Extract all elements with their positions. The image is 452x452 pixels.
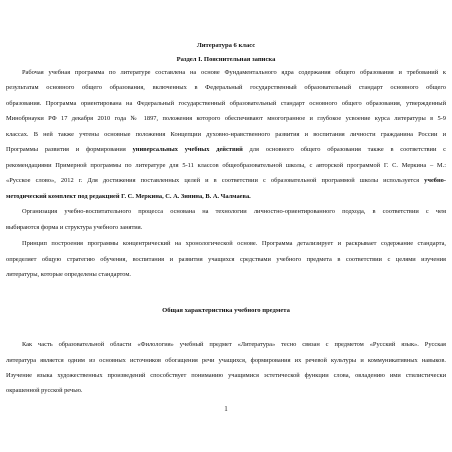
paragraph-line: классах. В ней также учтены основные положения Концепции духовно-нравственного развития и воспитания личности гражданина России и xyxy=(6,131,446,138)
section-heading-subject-overview: Общая характеристика учебного предмета xyxy=(162,307,290,314)
text-run: для основного общего образования также в соответствии с xyxy=(242,146,446,153)
paragraph-line: Рабочая учебная программа по литературе составлена на основе Фундаментального ядра содержания общего образования и требований к xyxy=(22,69,446,76)
paragraph-line: образования. Программа ориентирована на Федеральный государственный образовательный стандарт основного общего образования, утвержденный xyxy=(6,100,446,107)
paragraph-line: рекомендациями Примерной программы по литературе для 5-11 классов общеобразовательной школы, с авторской программой Г. С. Меркина – М.: xyxy=(6,162,446,169)
paragraph-line xyxy=(6,146,446,154)
paragraph-line: Принцип построения программы концентрический на хронологической основе. Программа детализирует и раскрывает содержание стандарта, xyxy=(22,240,446,247)
paragraph-line: Организация учебно-воспитательного процесса основана на технологии личностно-ориентированного подхода, в соответствии с чем xyxy=(22,208,446,215)
paragraph-line: выбираются форма и структура учебного занятия. xyxy=(6,224,143,231)
paragraph-line: Изучение языка художественных произведений способствует пониманию учащимися эстетической функции слова, овладению ими стилистически xyxy=(6,372,446,379)
bold-term: универсальных учебных действий xyxy=(132,146,243,153)
paragraph-line: Минобрнауки РФ 17 декабря 2010 года № 1897, положения которого обеспечивают многогранное и глубокое усвоение курса литературы в 5-9 xyxy=(6,115,446,122)
paragraph-line: Как часть образовательной области «Филология» учебный предмет «Литература» тесно связан с предметом «Русский язык». Русская xyxy=(22,341,446,348)
document-title: Литература 6 класс xyxy=(196,42,256,49)
paragraph-line: литература является одним из основных источников обогащения речи учащихся, формирования их речевой культуры и коммуникативных навыков. xyxy=(6,357,446,364)
text-run: Программы развития и формирования xyxy=(6,146,133,153)
paragraph-line: литературы, которые определены стандартом. xyxy=(6,271,131,278)
paragraph-line: окрашенной русской речью. xyxy=(6,387,83,394)
section-heading-explanatory-note: Раздел I. Пояснительная записка xyxy=(176,56,276,63)
paragraph-line: методический комплект под редакцией Г. С. Меркина, С. А. Зинина, В. А. Чалмаева. xyxy=(6,193,251,200)
bold-term: учебно- xyxy=(424,177,446,184)
paragraph-line xyxy=(6,177,446,185)
paragraph-line: определяет общую стратегию обучения, воспитания и развития учащихся средствами учебного предмета в соответствии с целями изучения xyxy=(6,256,446,263)
page-number: 1 xyxy=(224,405,228,413)
paragraph-line: результатам основного общего образования, включенных в Федеральный государственный образовательный стандарт основного общего xyxy=(6,84,446,91)
text-run: «Русское слово», 2012 г. Для достижения поставленных целей и в соответствии с образовательной программой школы используется xyxy=(6,177,425,184)
